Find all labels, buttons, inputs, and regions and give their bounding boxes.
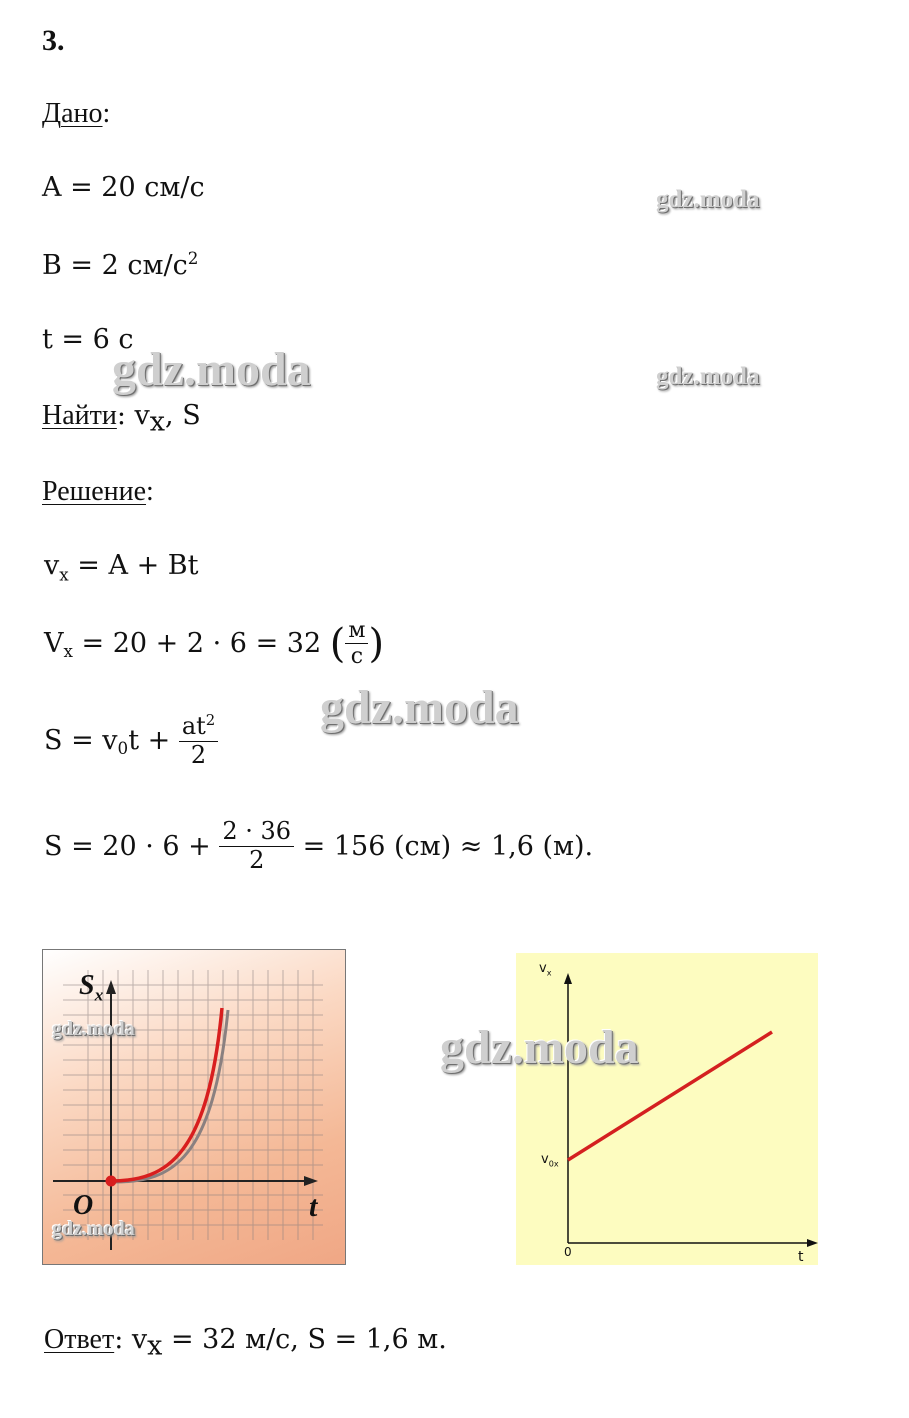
- eq4-fraction: [219, 818, 294, 874]
- v-y-axis-arrow: [564, 973, 572, 984]
- graph-velocity-time-svg: [516, 953, 818, 1265]
- eq2-sub: x: [63, 640, 73, 661]
- answer-sub: x: [147, 1330, 163, 1362]
- eq3-mid: t +: [128, 725, 179, 757]
- watermark: gdz.moda: [112, 343, 311, 396]
- eq2-paren-open: (: [329, 620, 346, 667]
- eq2-paren-close: ): [368, 620, 385, 667]
- find-prefix: : v: [116, 400, 150, 431]
- eq1-sub: x: [59, 564, 69, 585]
- given-B-base: B = 2 см/с: [42, 250, 188, 281]
- eq1-rhs: = A + Bt: [68, 550, 199, 581]
- eq2-unit-den: с: [350, 644, 364, 670]
- equation-velocity-formula: [44, 550, 199, 584]
- graph-left-y-sub: x: [94, 985, 104, 1005]
- solution-label: Решение: [42, 476, 147, 507]
- watermark: gdz.moda: [656, 186, 760, 213]
- eq3-sub: 0: [117, 737, 129, 758]
- graph-left-y-letter: S: [79, 970, 95, 1001]
- eq4-rhs: = 156 (см) ≈ 1,6 (м).: [294, 830, 594, 862]
- watermark: gdz.moda: [52, 1218, 135, 1240]
- watermark: gdz.moda: [320, 681, 519, 734]
- graph-left-y-label: [79, 970, 103, 1006]
- answer-rest: = 32 м/с, S = 1,6 м.: [162, 1324, 447, 1355]
- graph-right-intercept-sub: 0x: [548, 1159, 559, 1169]
- eq3-den: 2: [190, 740, 207, 769]
- eq3-num: at: [181, 712, 206, 740]
- equation-distance-value: [44, 818, 593, 874]
- find-line: [42, 400, 201, 438]
- answer-label: Ответ: [44, 1324, 115, 1355]
- answer-prefix: : v: [114, 1324, 148, 1355]
- find-sub: x: [149, 406, 166, 438]
- problem-number: 3.: [42, 24, 65, 57]
- graph-left-origin-label: O: [73, 1190, 94, 1221]
- graph-velocity-time: [516, 953, 818, 1265]
- v-x-axis-arrow: [807, 1239, 818, 1247]
- eq2-unit-fraction: [345, 618, 368, 670]
- given-B-exp: 2: [187, 248, 199, 268]
- given-label: Дано: [42, 98, 103, 129]
- watermark: gdz.moda: [656, 363, 760, 390]
- eq3-numerator: [179, 712, 218, 742]
- watermark: gdz.moda: [440, 1021, 639, 1074]
- eq4-lhs: S = 20 · 6 +: [44, 830, 220, 862]
- eq2-v: V: [44, 628, 64, 660]
- graph-right-intercept-letter: v: [541, 1152, 549, 1167]
- graph-right-y-letter: v: [539, 961, 547, 976]
- given-heading: [42, 98, 110, 130]
- graph-left-x-label: t: [309, 1190, 318, 1223]
- eq4-den: 2: [249, 845, 265, 874]
- equation-distance-formula: [44, 712, 218, 769]
- find-suffix: , S: [165, 400, 201, 431]
- eq3-lhs: S = v: [44, 725, 118, 757]
- watermark: gdz.moda: [52, 1018, 135, 1040]
- solution-colon: :: [146, 476, 154, 507]
- grid-lines: [63, 970, 323, 1240]
- y-axis-arrow: [106, 980, 116, 994]
- eq4-num: 2 · 36: [219, 818, 294, 847]
- graph-right-y-label: [539, 961, 551, 978]
- eq2-rhs: = 20 + 2 · 6 = 32: [72, 628, 330, 660]
- eq1-v: v: [44, 550, 60, 581]
- graph-right-y-sub: x: [546, 968, 552, 978]
- origin-point: [106, 1176, 117, 1187]
- answer-line: [44, 1324, 447, 1362]
- eq3-fraction: [179, 712, 218, 769]
- graph-right-x-label: t: [798, 1249, 804, 1265]
- given-colon: :: [102, 98, 111, 129]
- x-axis-arrow: [304, 1176, 318, 1186]
- solution-heading: [42, 476, 154, 508]
- graph-right-origin-label: 0: [564, 1245, 572, 1259]
- eq3-num-exp: 2: [205, 711, 216, 729]
- given-A: A = 20 см/с: [42, 172, 205, 203]
- eq2-unit-num: м: [345, 618, 368, 644]
- graph-right-intercept-label: [541, 1152, 559, 1169]
- equation-velocity-value: [44, 618, 384, 670]
- given-t: t = 6 с: [42, 324, 134, 355]
- find-label: Найти: [42, 400, 117, 431]
- given-B: [42, 248, 198, 281]
